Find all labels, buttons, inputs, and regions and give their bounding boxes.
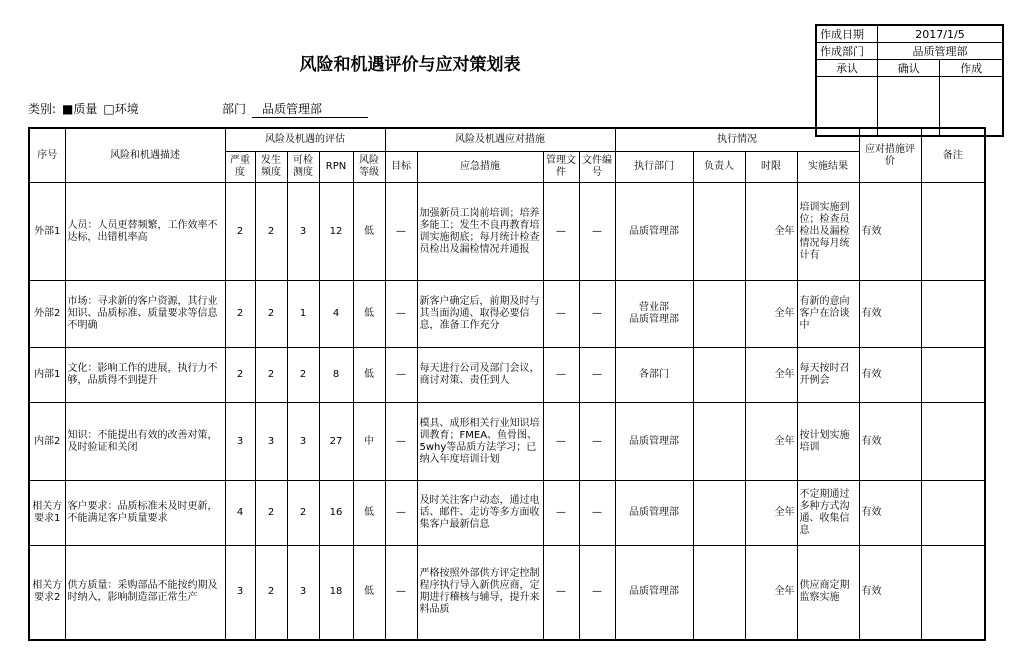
risk-table: [28, 127, 986, 641]
cell-detectability: 2: [287, 481, 319, 546]
cell-frequency: 2: [255, 348, 287, 403]
cell-evaluation: 有效: [859, 546, 921, 640]
cell-exec-dept: 营业部 品质管理部: [615, 281, 693, 348]
header-goal: 目标: [385, 152, 417, 183]
cell-deadline: 全年: [745, 348, 797, 403]
department-value: 品质管理部: [252, 100, 368, 118]
cell-frequency: 2: [255, 481, 287, 546]
cell-measure: 每天进行公司及部门会议，商讨对策、责任到人: [417, 348, 543, 403]
cell-evaluation: 有效: [859, 281, 921, 348]
cell-exec-dept: 品质管理部: [615, 403, 693, 481]
cell-severity: 2: [225, 348, 255, 403]
header-owner: 负责人: [693, 152, 745, 183]
category-label: 类别:: [28, 102, 57, 116]
department-field: [222, 100, 368, 118]
cell-exec-dept: 品质管理部: [615, 183, 693, 281]
cell-doc-no: —: [579, 481, 615, 546]
cell-result: 供应商定期监察实施: [797, 546, 859, 640]
cell-goal: —: [385, 403, 417, 481]
cell-remark: [921, 546, 985, 640]
cell-measure: 加强新员工岗前培训；培养多能工；发生不良再教育培训实施彻底；每月统计检查员检出及漏检情况并通报: [417, 183, 543, 281]
created-dept-label: 作成部门: [816, 43, 878, 60]
cell-owner: [693, 403, 745, 481]
cell-remark: [921, 481, 985, 546]
category-environment-checkbox[interactable]: □环境: [103, 102, 139, 116]
cell-frequency: 2: [255, 183, 287, 281]
cell-remark: [921, 183, 985, 281]
header-execution: 执行情况: [615, 128, 859, 152]
approval-box: [815, 24, 1004, 137]
cell-seq: 相关方要求1: [29, 481, 65, 546]
cell-goal: —: [385, 281, 417, 348]
cell-severity: 3: [225, 546, 255, 640]
category-selector: [28, 100, 139, 117]
cell-detectability: 3: [287, 403, 319, 481]
cell-evaluation: 有效: [859, 348, 921, 403]
table-row: [29, 403, 985, 481]
header-measures: 风险及机遇应对措施: [385, 128, 615, 152]
cell-severity: 4: [225, 481, 255, 546]
header-severity: 严重度: [225, 152, 255, 183]
cell-result: 不定期通过多种方式沟通、收集信息: [797, 481, 859, 546]
header-emergency: 应急措施: [417, 152, 543, 183]
cell-level: 低: [353, 546, 385, 640]
approve-label: 承认: [816, 60, 878, 77]
cell-level: 低: [353, 183, 385, 281]
header-exec-dept: 执行部门: [615, 152, 693, 183]
table-row: [29, 281, 985, 348]
cell-rpn: 27: [319, 403, 353, 481]
cell-owner: [693, 481, 745, 546]
cell-deadline: 全年: [745, 281, 797, 348]
cell-evaluation: 有效: [859, 183, 921, 281]
cell-desc: 市场：寻求新的客户资源，其行业知识、品质标准、质量要求等信息不明确: [65, 281, 225, 348]
cell-result: 有新的意向客户在洽谈中: [797, 281, 859, 348]
cell-goal: —: [385, 183, 417, 281]
created-dept-value: 品质管理部: [878, 43, 1004, 60]
header-rpn: RPN: [319, 152, 353, 183]
header-result: 实施结果: [797, 152, 859, 183]
cell-level: 低: [353, 348, 385, 403]
cell-frequency: 3: [255, 403, 287, 481]
header-detectability: 可检测度: [287, 152, 319, 183]
cell-doc-no: —: [579, 183, 615, 281]
cell-mgmt-doc: —: [543, 403, 579, 481]
cell-result: 每天按时召开例会: [797, 348, 859, 403]
cell-doc-no: —: [579, 348, 615, 403]
cell-result: 培训实施到位；检查员检出及漏检情况每月统计有: [797, 183, 859, 281]
cell-rpn: 18: [319, 546, 353, 640]
cell-desc: 人员：人员更替频繁，工作效率不达标，出错机率高: [65, 183, 225, 281]
cell-owner: [693, 183, 745, 281]
cell-evaluation: 有效: [859, 403, 921, 481]
created-date-value: 2017/1/5: [878, 25, 1004, 43]
table-row: [29, 348, 985, 403]
cell-measure: 严格按照外部供方评定控制程序执行导入新供应商，定期进行稽核与辅导，提升来料品质: [417, 546, 543, 640]
cell-doc-no: —: [579, 403, 615, 481]
header-remark: 备注: [921, 128, 985, 183]
cell-goal: —: [385, 348, 417, 403]
cell-rpn: 4: [319, 281, 353, 348]
table-row: [29, 183, 985, 281]
cell-mgmt-doc: —: [543, 348, 579, 403]
cell-evaluation: 有效: [859, 481, 921, 546]
cell-mgmt-doc: —: [543, 281, 579, 348]
cell-mgmt-doc: —: [543, 183, 579, 281]
department-label: 部门: [222, 102, 247, 116]
cell-measure: 模具、成形相关行业知识培训教育；FMEA、鱼骨图、5why等品质方法学习；已纳入年度培训计划: [417, 403, 543, 481]
cell-desc: 客户要求：品质标准未及时更新，不能满足客户质量要求: [65, 481, 225, 546]
cell-result: 按计划实施培训: [797, 403, 859, 481]
cell-doc-no: —: [579, 546, 615, 640]
cell-exec-dept: 品质管理部: [615, 546, 693, 640]
header-seq: 序号: [29, 128, 65, 183]
cell-remark: [921, 281, 985, 348]
header-assessment: 风险及机遇的评估: [225, 128, 385, 152]
header-mgmt-doc: 管理文件: [543, 152, 579, 183]
cell-remark: [921, 348, 985, 403]
table-row: [29, 481, 985, 546]
cell-desc: 知识：不能提出有效的改善对策，及时验证和关闭: [65, 403, 225, 481]
cell-detectability: 3: [287, 546, 319, 640]
cell-doc-no: —: [579, 281, 615, 348]
cell-exec-dept: 各部门: [615, 348, 693, 403]
header-evaluation: 应对措施评价: [859, 128, 921, 183]
cell-severity: 3: [225, 403, 255, 481]
cell-seq: 内部1: [29, 348, 65, 403]
cell-deadline: 全年: [745, 403, 797, 481]
cell-desc: 文化：影响工作的进展，执行力不够，品质得不到提升: [65, 348, 225, 403]
cell-seq: 相关方要求2: [29, 546, 65, 640]
page-title: 风险和机遇评价与应对策划表: [299, 55, 521, 75]
cell-remark: [921, 403, 985, 481]
cell-rpn: 16: [319, 481, 353, 546]
cell-rpn: 8: [319, 348, 353, 403]
table-row: [29, 546, 985, 640]
cell-mgmt-doc: —: [543, 481, 579, 546]
cell-deadline: 全年: [745, 183, 797, 281]
cell-measure: 新客户确定后，前期及时与其当面沟通、取得必要信息，准备工作充分: [417, 281, 543, 348]
cell-measure: 及时关注客户动态，通过电话、邮件、走访等多方面收集客户最新信息: [417, 481, 543, 546]
cell-owner: [693, 546, 745, 640]
cell-desc: 供方质量：采购部品不能按约期及时纳入，影响制造部正常生产: [65, 546, 225, 640]
cell-owner: [693, 348, 745, 403]
cell-frequency: 2: [255, 281, 287, 348]
confirm-label: 确认: [878, 60, 940, 77]
cell-mgmt-doc: —: [543, 546, 579, 640]
cell-detectability: 3: [287, 183, 319, 281]
created-date-label: 作成日期: [816, 25, 878, 43]
cell-exec-dept: 品质管理部: [615, 481, 693, 546]
header-level: 风险等级: [353, 152, 385, 183]
cell-severity: 2: [225, 281, 255, 348]
cell-frequency: 2: [255, 546, 287, 640]
category-quality-checkbox[interactable]: ■质量: [62, 102, 98, 116]
make-label: 作成: [940, 60, 1003, 77]
cell-severity: 2: [225, 183, 255, 281]
cell-detectability: 2: [287, 348, 319, 403]
cell-goal: —: [385, 546, 417, 640]
cell-detectability: 1: [287, 281, 319, 348]
cell-seq: 外部2: [29, 281, 65, 348]
cell-seq: 内部2: [29, 403, 65, 481]
header-deadline: 时限: [745, 152, 797, 183]
cell-level: 中: [353, 403, 385, 481]
cell-deadline: 全年: [745, 546, 797, 640]
cell-level: 低: [353, 481, 385, 546]
cell-owner: [693, 281, 745, 348]
cell-seq: 外部1: [29, 183, 65, 281]
cell-deadline: 全年: [745, 481, 797, 546]
header-doc-no: 文件编号: [579, 152, 615, 183]
header-desc: 风险和机遇描述: [65, 128, 225, 183]
cell-level: 低: [353, 281, 385, 348]
header-frequency: 发生频度: [255, 152, 287, 183]
cell-rpn: 12: [319, 183, 353, 281]
cell-goal: —: [385, 481, 417, 546]
